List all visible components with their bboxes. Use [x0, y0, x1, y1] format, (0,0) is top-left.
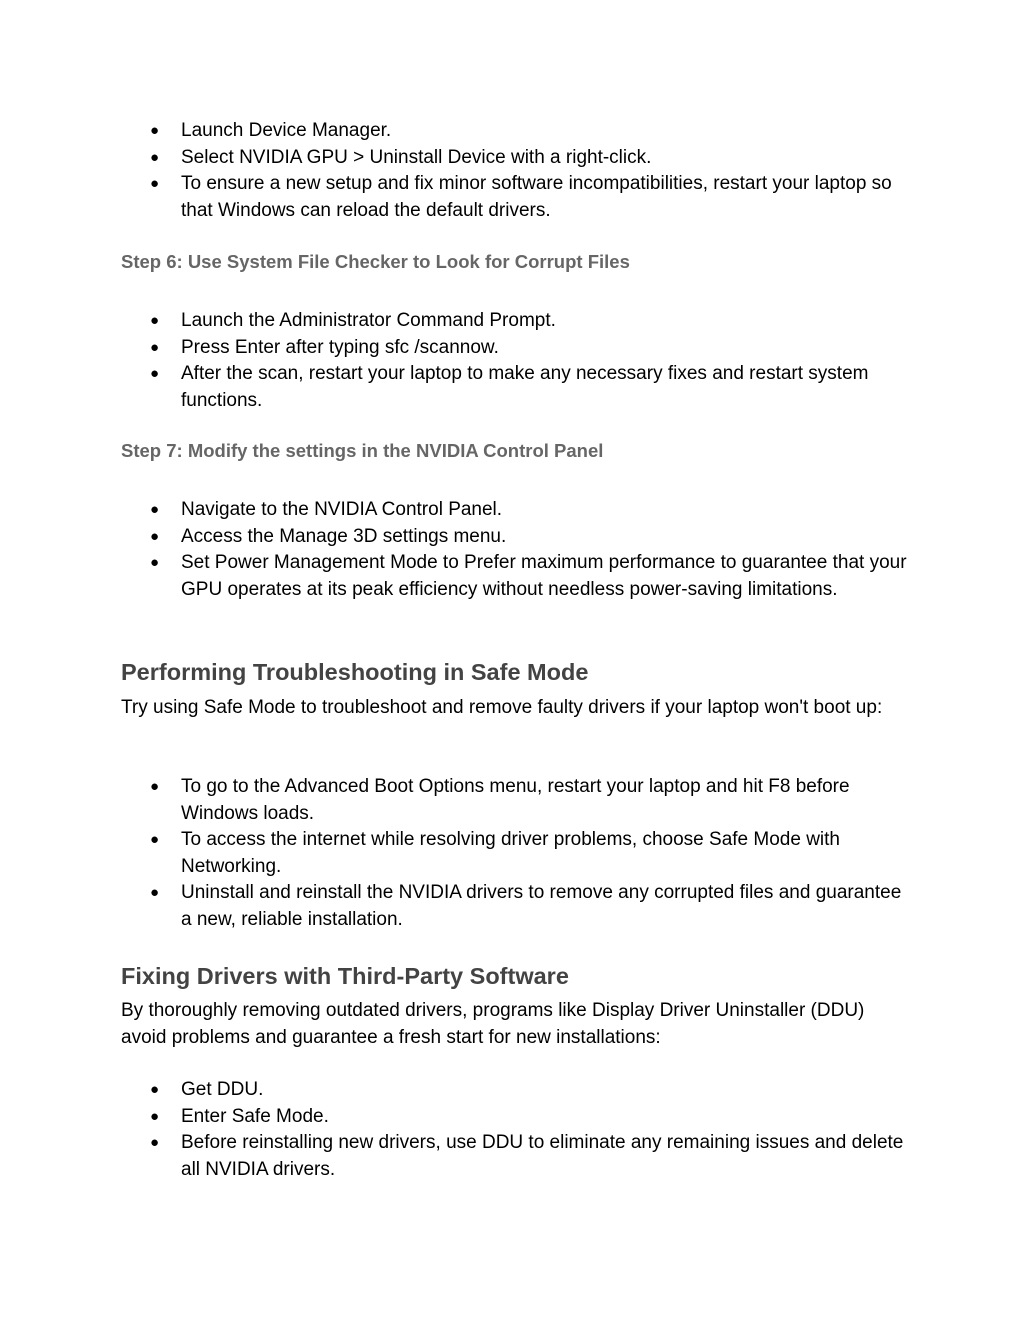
list-item: ● To access the internet while resolving driver problems, choose Safe Mode with Networking.	[150, 829, 840, 877]
step7-list	[121, 497, 911, 603]
safe-mode-heading: Performing Troubleshooting in Safe Mode	[121, 659, 589, 685]
list-item: ● Access the Manage 3D settings menu.	[121, 524, 911, 551]
safe-mode-list	[121, 774, 911, 933]
safe-mode-section	[121, 657, 911, 687]
third-party-list	[121, 1077, 911, 1183]
third-party-intro: By thoroughly removing outdated drivers, programs like Display Driver Uninstaller (DDU) avoid problems and guarantee a fresh start for new installations:	[121, 1000, 865, 1048]
list-item: ● Before reinstalling new drivers, use DDU to eliminate any remaining issues and delete all NVIDIA drivers.	[150, 1132, 904, 1180]
bullet-icon: ●	[150, 831, 160, 848]
list-item: ● Launch Device Manager.	[121, 118, 911, 145]
bullet-icon: ●	[150, 312, 160, 329]
bullet-icon: ●	[150, 122, 160, 139]
bullet-icon: ●	[150, 1081, 160, 1098]
bullet-icon: ●	[150, 1107, 160, 1125]
step6-list	[121, 308, 911, 414]
list-item: ● Select NVIDIA GPU > Uninstall Device with a right-click.	[121, 145, 911, 172]
safe-mode-intro-block	[121, 695, 911, 722]
list-item: ● To go to the Advanced Boot Options menu, restart your laptop and hit F8 before Windows loads.	[150, 776, 850, 824]
list-item: ● Get DDU.	[121, 1077, 911, 1104]
bullet-icon: ●	[150, 554, 160, 571]
list-item: ● Enter Safe Mode.	[121, 1104, 911, 1131]
step6-section	[121, 249, 911, 275]
list-item: ● Uninstall and reinstall the NVIDIA drivers to remove any corrupted files and guarantee a new, reliable installation.	[150, 882, 902, 930]
list-item: ● Set Power Management Mode to Prefer maximum performance to guarantee that your GPU operates at its peak efficiency without needless power-saving limitations.	[150, 552, 907, 600]
safe-mode-intro: Try using Safe Mode to troubleshoot and remove faulty drivers if your laptop won't boot up:	[121, 697, 883, 718]
bullet-icon: ●	[150, 365, 160, 382]
third-party-section	[121, 961, 911, 991]
bullet-icon: ●	[150, 1134, 160, 1151]
list-uninstall-driver	[121, 118, 911, 224]
step7-section	[121, 438, 911, 464]
bullet-icon: ●	[150, 148, 160, 166]
bullet-icon: ●	[150, 175, 160, 192]
list-item: ● Navigate to the NVIDIA Control Panel.	[121, 497, 911, 524]
bullet-icon: ●	[150, 501, 160, 518]
third-party-intro-block	[121, 998, 911, 1051]
list-item: ● Launch the Administrator Command Prompt.	[121, 308, 911, 335]
bullet-icon: ●	[150, 778, 160, 795]
step6-heading: Step 6: Use System File Checker to Look for Corrupt Files	[121, 251, 630, 272]
bullet-icon: ●	[150, 884, 160, 901]
bullet-icon: ●	[150, 527, 160, 545]
third-party-heading: Fixing Drivers with Third-Party Software	[121, 963, 569, 989]
bullet-icon: ●	[150, 338, 160, 356]
list-item: ● To ensure a new setup and fix minor software incompatibilities, restart your laptop so that Windows can reload the default drivers.	[150, 173, 892, 221]
list-item: ● After the scan, restart your laptop to make any necessary fixes and restart system functions.	[150, 363, 869, 411]
list-item: ● Press Enter after typing sfc /scannow.	[121, 335, 911, 362]
step7-heading: Step 7: Modify the settings in the NVIDIA Control Panel	[121, 440, 604, 461]
